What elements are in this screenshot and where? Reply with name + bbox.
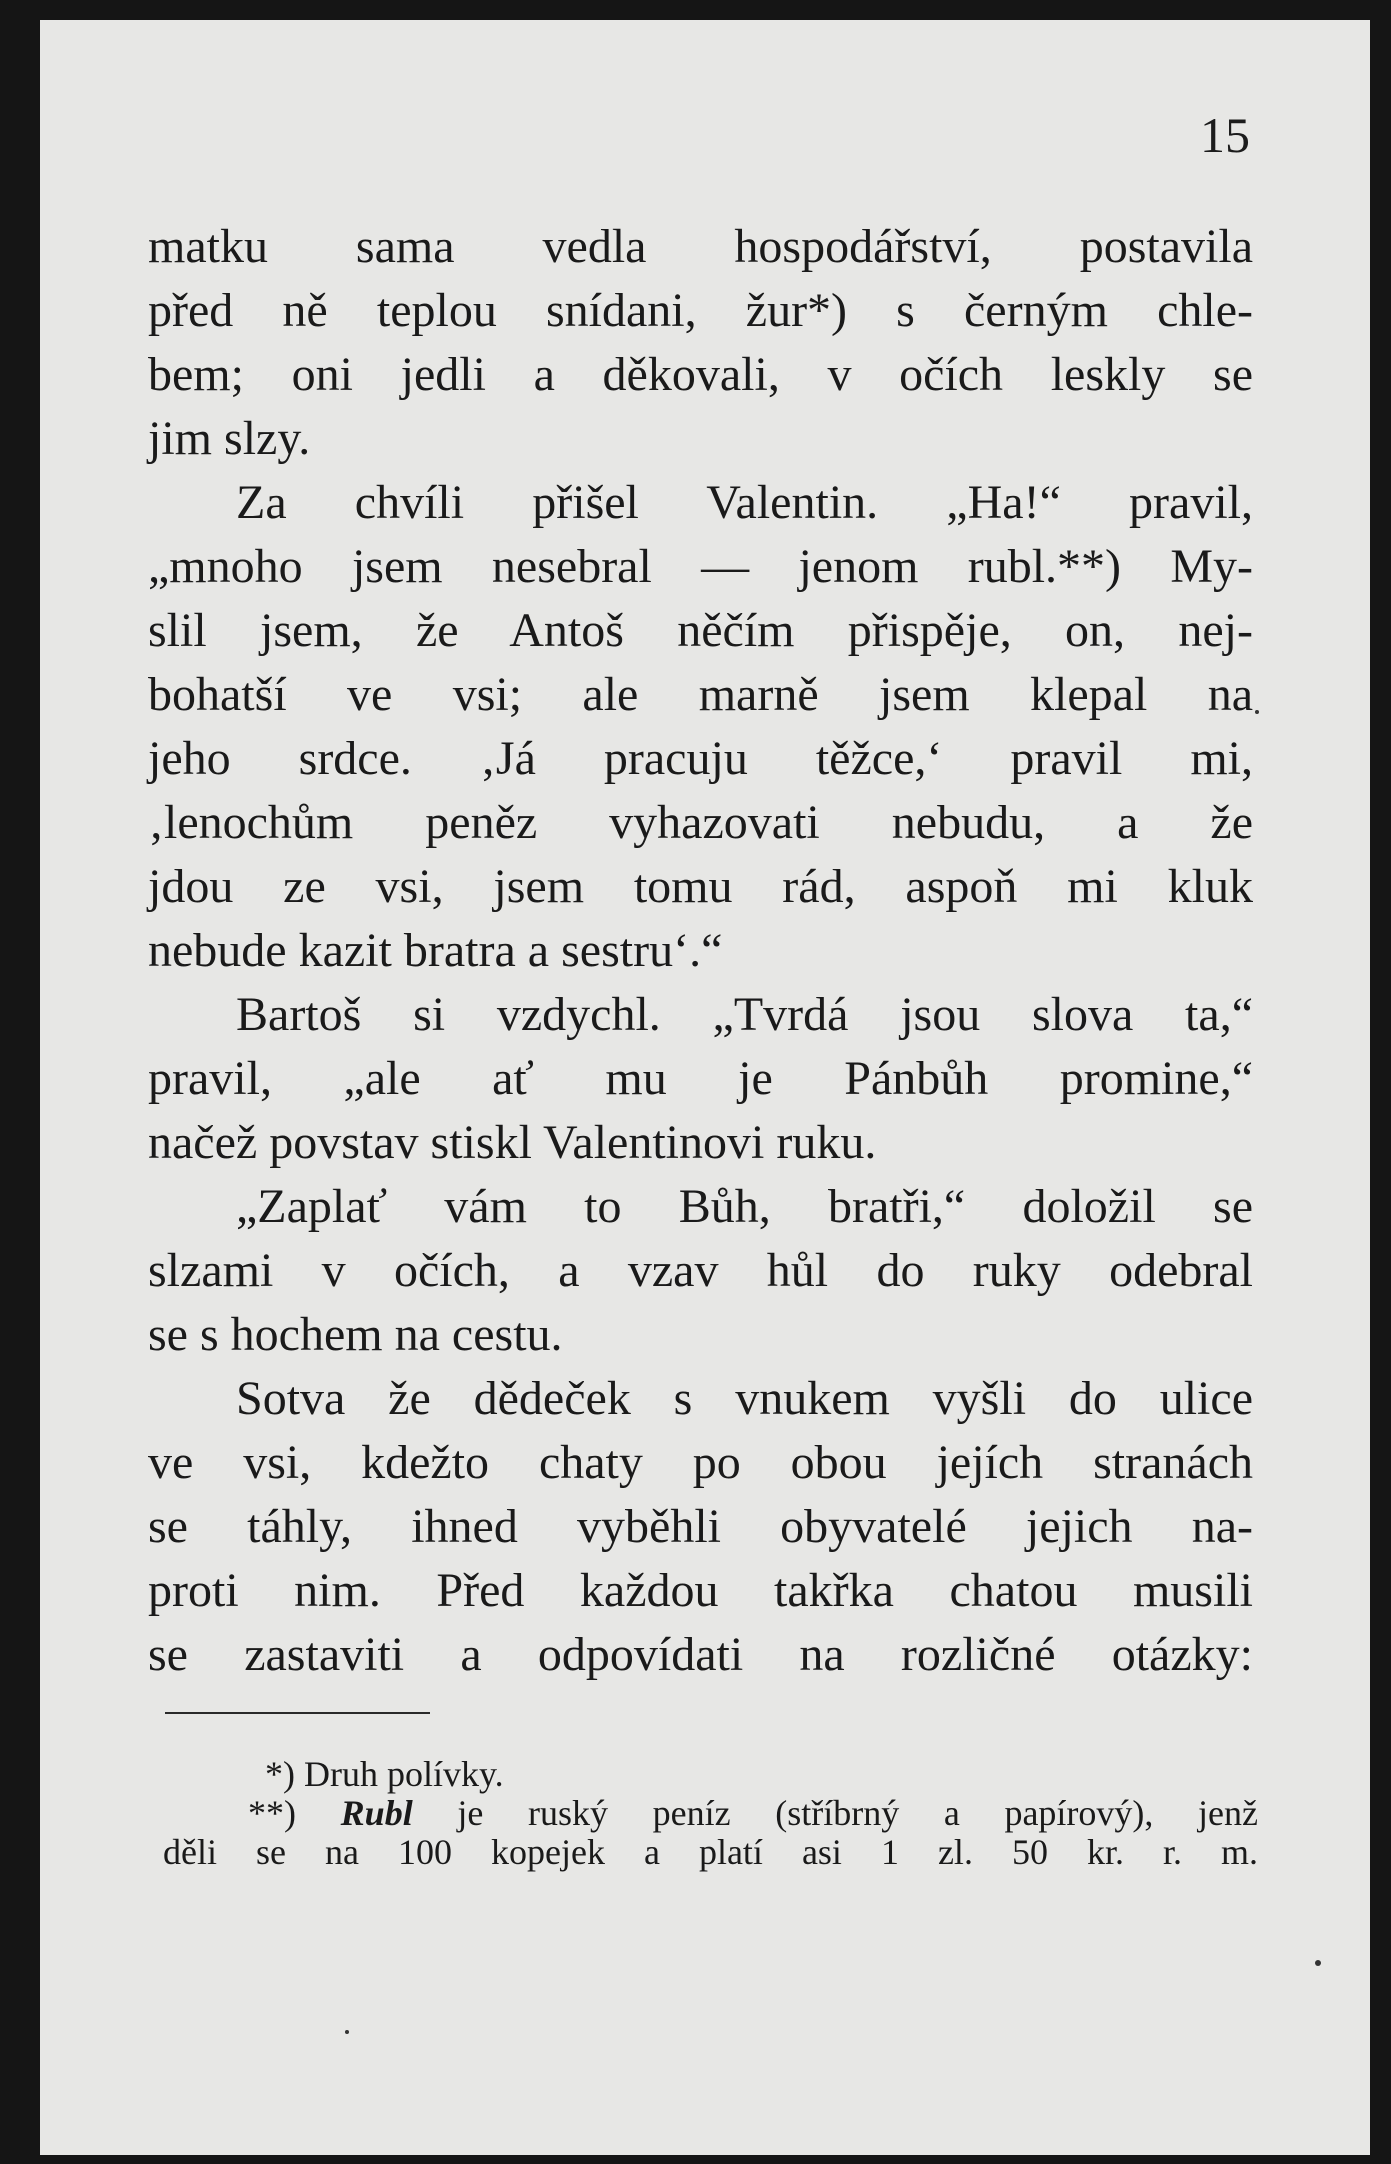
text-line: pravil, „ale ať mu je Pánbůh promine,“ [148, 1052, 1253, 1105]
print-speck [1255, 710, 1259, 714]
footnote-text: je ruský peníz (stříbrný a papírový), jenž [412, 1793, 1259, 1833]
footnote-1 [163, 1755, 1258, 1794]
text-line: slzami v očích, a vzav hůl do ruky odebral [148, 1244, 1253, 1297]
text-line: jeho srdce. ‚Já pracuju těžce,‘ pravil mi, [148, 732, 1253, 785]
text-line: se táhly, ihned vyběhli obyvatelé jejich na- [148, 1500, 1253, 1553]
text-line: se zastaviti a odpovídati na rozličné otázky: [148, 1628, 1253, 1681]
text-line: proti nim. Před každou takřka chatou musili [148, 1564, 1253, 1617]
footnote-term: Rubl [340, 1793, 413, 1833]
print-speck [1315, 1960, 1321, 1966]
body-text [148, 215, 1253, 1687]
text-line: se s hochem na cestu. [148, 1308, 563, 1361]
text-line: „Zaplať vám to Bůh, bratři,“ doložil se [236, 1180, 1253, 1233]
text-line: Za chvíli přišel Valentin. „Ha!“ pravil, [236, 476, 1253, 529]
text-line: matku sama vedla hospodářství, postavila [148, 220, 1253, 273]
text-line: nebude kazit bratra a sestru‘.“ [148, 924, 723, 977]
text-line: ve vsi, kdežto chaty po obou jejích stranách [148, 1436, 1253, 1489]
text-line: jim slzy. [148, 412, 311, 465]
text-line: před ně teplou snídani, žur*) s černým chle- [148, 284, 1253, 337]
text-line: ‚lenochům peněz vyhazovati nebudu, a že [148, 796, 1253, 849]
page-number: 15 [1200, 107, 1250, 163]
text-line: Bartoš si vzdychl. „Tvrdá jsou slova ta,“ [236, 988, 1253, 1041]
text-line: Sotva že dědeček s vnukem vyšli do ulice [236, 1372, 1253, 1425]
footnote-divider [165, 1712, 430, 1714]
text-line: jdou ze vsi, jsem tomu rád, aspoň mi kluk [148, 860, 1253, 913]
footnote-marker: *) [265, 1754, 295, 1794]
book-page [40, 20, 1370, 2155]
footnote-2 [163, 1794, 1258, 1833]
text-line: „mnoho jsem nesebral — jenom rubl.**) My- [148, 540, 1253, 593]
footnote-2-continuation: děli se na 100 kopejek a platí asi 1 zl. 50 kr. r. m. [163, 1832, 1258, 1872]
text-line: slil jsem, že Antoš něčím přispěje, on, nej- [148, 604, 1253, 657]
text-line: bem; oni jedli a děkovali, v očích leskly se [148, 348, 1253, 401]
footnotes [163, 1755, 1258, 1872]
footnote-marker: **) [248, 1793, 296, 1833]
print-speck [345, 2030, 349, 2034]
text-line: načež povstav stiskl Valentinovi ruku. [148, 1116, 877, 1169]
text-line: bohatší ve vsi; ale marně jsem klepal na [148, 668, 1253, 721]
footnote-text: Druh polívky. [304, 1754, 504, 1794]
